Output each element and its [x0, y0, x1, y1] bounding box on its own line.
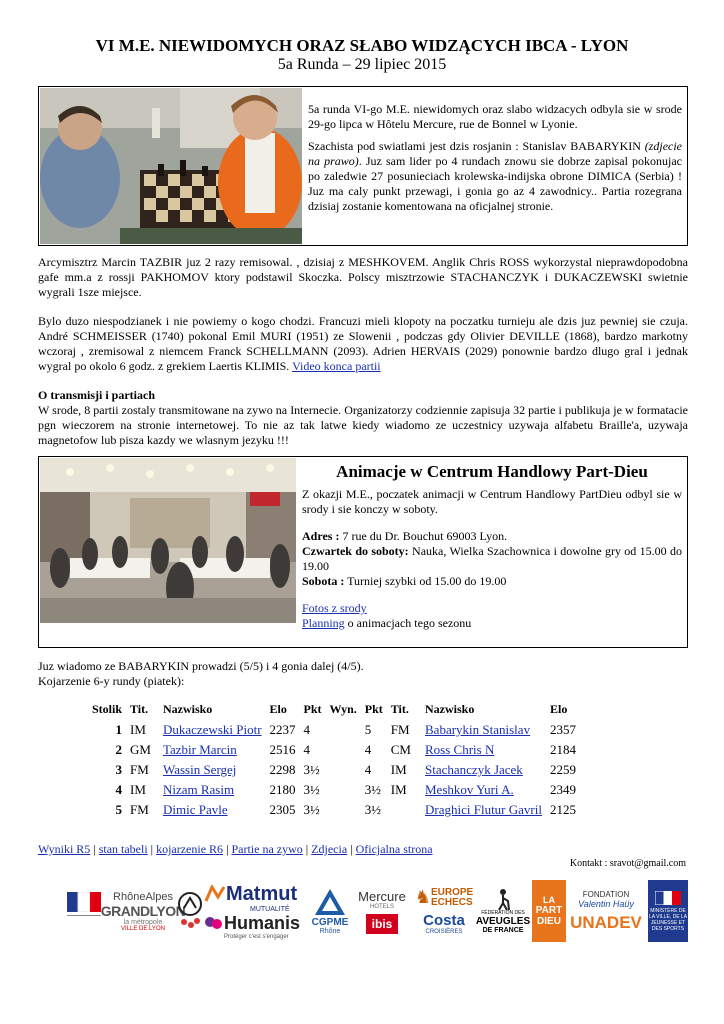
result-cell [326, 740, 361, 760]
points-white: 4 [303, 742, 311, 757]
elo-white: 2298 [269, 762, 296, 777]
title-black: IM [390, 782, 407, 797]
ministere-logo [648, 880, 688, 942]
humanis-text: Humanis [224, 912, 301, 933]
player-black-link[interactable]: Stachanczyk Jacek [425, 762, 523, 777]
points-black: 5 [364, 722, 372, 737]
ibis-text: ibis [366, 914, 399, 934]
elo-black-cell [546, 760, 580, 780]
sponsor-logos [64, 880, 688, 946]
title-black: FM [390, 722, 410, 737]
title-white-cell [126, 720, 155, 740]
fondation-text-1: FONDATION [582, 889, 630, 899]
player-white-cell [155, 760, 266, 780]
aveugles-text-1: FÉDÉRATION DES [481, 910, 525, 916]
pairings-link[interactable]: kojarzenie R6 [156, 842, 224, 856]
separator: | [147, 842, 157, 856]
points-white-cell [300, 720, 326, 740]
elo-white: 2305 [269, 802, 296, 817]
title-white-cell [126, 780, 155, 800]
title-white: FM [130, 762, 149, 777]
page-title: VI M.E. NIEWIDOMYCH ORAZ SŁABO WIDZĄCYCH IBCA - LYON [95, 36, 629, 55]
animation-thursday [302, 544, 682, 574]
board-number-cell [88, 800, 126, 820]
elo-black-cell [546, 780, 580, 800]
elo-black: 2357 [549, 722, 576, 737]
player-white-cell [155, 720, 266, 740]
pairing-row [88, 720, 580, 740]
standings-link[interactable]: stan tabeli [98, 842, 148, 856]
elo-white-cell [266, 760, 300, 780]
republique-francaise-logo [64, 880, 104, 942]
elo-white-cell [266, 780, 300, 800]
points-black-cell [361, 760, 387, 780]
elo-white: 2180 [269, 782, 296, 797]
contact: Kontakt : sravot@gmail.com [569, 858, 686, 869]
col-header: Stolik [92, 702, 123, 716]
europe-echecs-costa-logo: ♞ EUROPE ECHECS Costa CROISIÈRES [414, 886, 474, 935]
costa-text: Costa [423, 912, 465, 929]
elo-white: 2516 [269, 742, 296, 757]
thursday-label: Czwartek do soboty: [302, 544, 409, 558]
address-label: Adres : [302, 529, 340, 543]
paragraph-surprises [38, 314, 688, 374]
elo-white: 2237 [269, 722, 296, 737]
paragraph-surprises-text: Bylo duzo niespodzianek i nie powiemy o kogo chodzi. Francuzi mieli klopoty na poczatku turnieju ale dzis juz pewniej sie czuja. André SCHMEISSER (1740) pokonal Emil MURI (1951) ze Slowenii , podczas gdy Olivier DEVILLE (1868), bardzo markotny wczoraj , zremisowal z niemcem Franck SCHELLMANN (2093). Adrien HERVAIS (2029) ponownie bardzo dlugo gral i jednak wygral po okolo 6 godz. z grekiem Laertis KLIMIS. [38, 314, 688, 373]
elo-black: 2349 [549, 782, 576, 797]
rhone-alpes-text: RhôneAlpes [113, 890, 173, 903]
matmut-humanis-logo [204, 880, 304, 942]
transmission-text: W srode, 8 partii zostaly transmitowane na zywo na Internecie. Organizatorzy codziennie zapisuja 32 partie i publikuja je w formatacie pgn wieczorem na stronie internetowej. To nie az tak latwe kiedy wiadomo ze uczestnicy uzywaja alfabetu Braille'a, uzywaja magnetofow lub pisza kazdy we wlasnym jezyku !!! [38, 403, 688, 447]
player-black-cell [415, 800, 546, 820]
animation-text [302, 464, 682, 631]
title-white-cell [126, 760, 155, 780]
points-white: 3½ [303, 762, 320, 777]
echecs-text: ECHECS [430, 896, 473, 908]
intro-p2-text: Szachista pod swiatlami jest dzis rosjanin : Stanislav BABARYKIN [308, 139, 645, 153]
chess-players-photo [40, 88, 302, 244]
intro-p2-text-cont: . Juz sam lider po 4 rundach znowu sie dobrze zapisal pokonujac po zaledwie 27 posunieciach krolewska-indijska obrone DIMICA (Serbia) ! Juz ma caly punkt przewagi, i gonia go az 4 zawodnicy.. Partia rozegrana dzisiaj zostanie komentowana na oficjalnej stronie. [308, 154, 682, 213]
aveugles-text-2: AVEUGLES [475, 916, 531, 927]
player-black-link[interactable]: Meshkov Yuri A. [425, 782, 514, 797]
intro-paragraph-2 [308, 139, 682, 214]
points-black-cell [361, 800, 387, 820]
elo-white-cell [266, 740, 300, 760]
col-header: Tit. [130, 702, 149, 716]
planning-line [302, 616, 682, 631]
result-cell [326, 780, 361, 800]
pairings-table [88, 702, 580, 820]
player-black-link[interactable]: Babarykin Stanislav [425, 722, 531, 737]
intro-paragraph-1: 5a runda VI-go M.E. niewidomych oraz slabo widzacych odbyla sie w srode 29-go lipca w Hôtelu Mercure, rue de Bonnel w Lyonie. [308, 102, 682, 131]
elo-black-cell [546, 720, 580, 740]
player-white-cell [155, 800, 266, 820]
saturday-label: Sobota : [302, 574, 345, 588]
result-cell [326, 760, 361, 780]
cgpme-logo [308, 880, 352, 942]
animation-title: Animacje w Centrum Handlowy Part-Dieu [336, 462, 648, 481]
points-white-cell [300, 760, 326, 780]
title-white: IM [130, 782, 146, 797]
board-number: 5 [115, 802, 123, 817]
points-white: 4 [303, 722, 311, 737]
points-black: 4 [364, 762, 372, 777]
pairing-row [88, 800, 580, 820]
player-white-link[interactable]: Dukaczewski Piotr [162, 722, 262, 737]
player-black-cell [415, 740, 546, 760]
page-subtitle: 5a Runda – 29 lipiec 2015 [277, 56, 447, 73]
footer-links [38, 842, 433, 857]
unadev-text: UNADEV [570, 912, 642, 932]
photos-gallery-link[interactable]: Zdjecia [311, 842, 348, 856]
col-header: Pkt [303, 702, 322, 716]
live-games-link[interactable]: Partie na zywo [231, 842, 303, 856]
transmission-heading: O transmisji i partiach [38, 388, 155, 402]
address-value: 7 rue du Dr. Bouchut 69003 Lyon. [339, 529, 508, 543]
part-dieu-text-2: PART [535, 905, 563, 916]
player-white-link[interactable]: Dimic Pavle [162, 802, 228, 817]
points-black: 4 [364, 742, 372, 757]
photo-caption: (zdjecie na prawo) [308, 139, 682, 168]
mercure-ibis-logo [354, 880, 410, 942]
player-white-cell [155, 780, 266, 800]
points-white-cell [300, 800, 326, 820]
board-number: 2 [115, 742, 123, 757]
fondation-text-2: Valentin Haüy [578, 898, 634, 909]
col-header: Pkt [364, 702, 383, 716]
elo-black: 2259 [549, 762, 576, 777]
europe-text: EUROPE [430, 886, 474, 898]
title-white-cell [126, 740, 155, 760]
col-header: Nazwisko [425, 702, 475, 716]
transmission-section [38, 388, 688, 448]
pairings-header-row [88, 702, 580, 720]
title-black-cell [387, 780, 415, 800]
planning-suffix: o animacjach tego sezonu [344, 616, 472, 630]
col-header: Nazwisko [162, 702, 213, 716]
humanis-tagline: Protéger c'est s'engager [224, 933, 289, 940]
costa-sub: CROISIÈRES [425, 929, 463, 935]
pairing-row [88, 740, 580, 760]
title-black: CM [390, 742, 411, 757]
title-white: GM [130, 742, 151, 757]
result-cell [326, 720, 361, 740]
saturday-value: Turniej szybki od 15.00 do 19.00 [344, 574, 507, 588]
paragraph-tazbir: Arcymisztrz Marcin TAZBIR juz 2 razy remisowal. , dzisiaj z MESHKOVEM. Anglik Chris ROSS wykorzystal nieprawdopodobna gafe mm.a z rossji PAKHOMOV ktory podstawil Skoczka. Polscy misztrzowie STACHANCZYK i DUKACZEWSKI swietnie wygrali 1sze miejsce. [38, 255, 688, 299]
part-dieu-text-3: DIEU [537, 916, 561, 927]
intro-text [308, 102, 682, 221]
ville-de-lyon-text: VILLE DE LYON [121, 925, 165, 932]
col-header: Elo [269, 702, 287, 716]
mercure-text: Mercure [358, 888, 406, 904]
aveugles-de-france-logo [476, 880, 530, 942]
col-header: Elo [549, 702, 568, 716]
shopping-centre-photo [40, 458, 296, 623]
player-white-link[interactable]: Nizam Rasim [162, 782, 235, 797]
board-number-cell [88, 740, 126, 760]
separator: | [347, 842, 356, 856]
player-white-link[interactable]: Wassin Sergej [162, 762, 237, 777]
elo-black-cell [546, 740, 580, 760]
player-black-cell [415, 760, 546, 780]
part-dieu-text-1: LA [543, 895, 555, 905]
cgpme-sub: Rhône [319, 928, 341, 935]
la-part-dieu-logo [532, 880, 566, 942]
player-black-link[interactable]: Ross Chris N [425, 742, 495, 757]
board-number: 1 [115, 722, 123, 737]
matmut-text: Matmut [226, 882, 298, 905]
results-link[interactable]: Wyniki R5 [38, 842, 91, 856]
points-white-cell [300, 740, 326, 760]
col-header: Wyn. [329, 702, 357, 716]
separator: | [302, 842, 312, 856]
board-number-cell [88, 720, 126, 740]
title-black-cell [387, 800, 415, 820]
player-white-link[interactable]: Tazbir Marcin [162, 742, 237, 757]
points-black: 3½ [364, 802, 382, 817]
grand-lyon-sub: la métropole [123, 918, 163, 926]
points-black-cell [361, 780, 387, 800]
points-white-cell [300, 780, 326, 800]
board-number: 4 [115, 782, 123, 797]
player-black-cell [415, 720, 546, 740]
animation-address [302, 529, 682, 544]
thursday-value: Nauka, Wielka Szachownica i dowolne gry od 15.00 do 19.00 [302, 544, 682, 573]
pairing-row [88, 780, 580, 800]
animation-intro: Z okazji M.E., poczatek animacji w Centrum Handlowy PartDieu odbyl sie w srody i sie konczy w soboty. [302, 487, 682, 516]
title-black-cell [387, 720, 415, 740]
result-cell [326, 800, 361, 820]
player-white-cell [155, 740, 266, 760]
elo-white-cell [266, 720, 300, 740]
pairing-row [88, 760, 580, 780]
video-link[interactable]: Video konca partii [292, 359, 381, 373]
player-black-cell [415, 780, 546, 800]
title-black-cell [387, 740, 415, 760]
title-black-cell [387, 760, 415, 780]
photos-link[interactable]: Fotos z srody [302, 601, 367, 615]
elo-black: 2125 [549, 802, 576, 817]
fondation-unadev-logo [570, 880, 642, 942]
animation-saturday [302, 574, 682, 589]
separator: | [223, 842, 232, 856]
elo-white-cell [266, 800, 300, 820]
planning-link[interactable]: Planning [302, 616, 345, 630]
board-number-cell [88, 780, 126, 800]
points-white: 3½ [303, 782, 320, 797]
ra-logo [176, 880, 204, 942]
ministere-text: MINISTÈRE DE LA VILLE, DE LA JEUNESSE ET DES SPORTS [648, 907, 688, 932]
title-black: IM [390, 762, 407, 777]
mercure-sub: HOTELS [369, 903, 394, 910]
mutualite-text: MUTUALITÉ [250, 905, 290, 913]
cgpme-text: CGPME [311, 917, 349, 928]
summary-line-2: Kojarzenie 6-y rundy (piatek): [38, 674, 185, 688]
rhone-alpes-grand-lyon-logo [100, 880, 186, 942]
separator: | [90, 842, 99, 856]
points-black-cell [361, 740, 387, 760]
col-header: Tit. [390, 702, 409, 716]
points-black: 3½ [364, 782, 382, 797]
title-white: FM [130, 802, 149, 817]
elo-black: 2184 [549, 742, 576, 757]
player-black-link[interactable]: Draghici Flutur Gavril [425, 802, 542, 817]
official-site-link[interactable]: Oficjalna strona [355, 842, 433, 856]
summary-line-1: Juz wiadomo ze BABARYKIN prowadzi (5/5) i 4 gonia dalej (4/5). [38, 659, 364, 673]
grand-lyon-text: GRANDLYON [100, 902, 186, 919]
board-number-cell [88, 760, 126, 780]
board-number: 3 [115, 762, 123, 777]
points-black-cell [361, 720, 387, 740]
summary-text [38, 659, 688, 689]
points-white: 3½ [303, 802, 320, 817]
title-white-cell [126, 800, 155, 820]
aveugles-text-3: DE FRANCE [482, 927, 524, 934]
title-white: IM [130, 722, 146, 737]
elo-black-cell [546, 800, 580, 820]
